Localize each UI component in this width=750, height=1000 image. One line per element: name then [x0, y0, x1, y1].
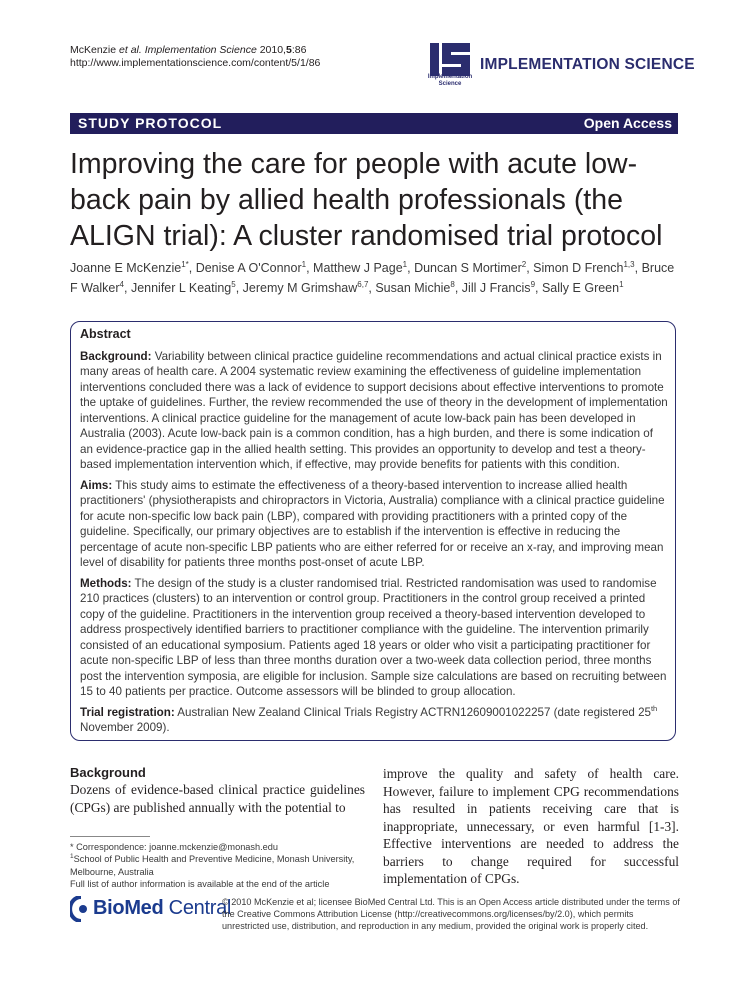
citation-line [70, 44, 306, 57]
wordmark-biomed: BioMed [93, 897, 164, 919]
abstract-heading: Abstract [80, 327, 131, 341]
footnotes [70, 841, 370, 890]
implementation-science-logo-icon [430, 43, 470, 76]
correspondence: * Correspondence: joanne.mckenzie@monash.edu [70, 842, 279, 852]
abstract-trial-text: Australian New Zealand Clinical Trials Registry ACTRN12609001022257 (date registered 25 [177, 705, 651, 719]
author-affiliation-sup: 1,3 [623, 259, 635, 269]
author-name[interactable]: Bruce F Walker [70, 261, 675, 295]
author-name[interactable]: Susan Michie [375, 281, 451, 295]
citation-journal: Implementation Science [144, 44, 257, 56]
abstract-aims-text: This study aims to estimate the effectiveness of a theory-based intervention to increase allied health practitioners' (physiotherapists and chiropractors in Victoria, Australia) compliance with a clinical practice guideline for acute non-specific low back pain (LBP), compared with providing practitioners with a printed copy of the guideline. Specifically, our primary objectives are to establish if the intervention is effective in reducing the percentage of acute non-specific LBP patients who are either referred for or receive an x-ray, and improving mean level of disability for patients three months post-onset of acute LBP. [80, 478, 665, 569]
abstract-trial-label: Trial registration: [80, 705, 175, 719]
author-list: Joanne E McKenzie$^{1*}$, Denise A O'Connor$^1$, Matthew J Page$^1$, Duncan S Mortimer$^2$, Simon D French$^{1,3}$, Bruce F Walker$^4$, Jennifer L Keating$^5$, Jeremy M Grimshaw$^{6,7}$, Susan Michie$^8$, Jill J Francis$^9$, Sally E Green$^1$ [70, 259, 675, 295]
author-affiliation-sup: 6,7 [357, 279, 369, 289]
author-name[interactable]: Joanne E McKenzie [70, 261, 182, 275]
author-affiliation-sup: 1 [301, 259, 307, 269]
article-type-label: STUDY PROTOCOL [78, 115, 223, 131]
license-text: © 2010 McKenzie et al; licensee BioMed Central Ltd. This is an Open Access article distributed under the terms of the Creative Commons Attribution License (http://creativecommons.org/licenses/by/2.0), which permits unrestricted use, distribution, and reproduction in any medium, provided the original work is properly cited. [222, 897, 680, 931]
author-name[interactable]: Duncan S Mortimer [414, 261, 522, 275]
open-access-label: Open Access [583, 115, 672, 131]
abstract [80, 327, 668, 741]
biomed-central-logo-icon [70, 896, 92, 922]
body-right-text: improve the quality and safety of health care. However, failure to implement CPG recommendations has resulted in patients receiving care that is inappropriate, unnecessary, or even harmful [1-3]. Effective interventions are needed to address the barriers to change required for successful implementation of CPGs. [383, 766, 679, 886]
abstract-trial-text-end: November 2009). [80, 721, 170, 734]
abstract-aims-label: Aims: [80, 478, 113, 492]
author-name[interactable]: Jeremy M Grimshaw [242, 281, 358, 295]
logo-label-line1: Implementation [427, 74, 473, 80]
abstract-background-text: Variability between clinical practice guideline recommendations and actual clinical practice exists in many areas of health care. A 2004 systematic review examining the effectiveness of guideline implementation interventions concluded there was a lack of evidence to support decisions about effective interventions to promote the uptake of guidelines. Further, the review recommended the use of theory in the development of implementation interventions. A clinical practice guideline for the management of acute low-back pain has been developed in Australia (2003). Acute low-back pain is a common condition, has a high burden, and there is some indication of an evidence-practice gap in the allied health setting. This provides an opportunity to develop and test a theory-based implementation intervention which, if effective, may provide benefits for patients with this condition. [80, 349, 668, 471]
affiliation [70, 853, 370, 878]
wordmark-central: Central [163, 897, 232, 919]
citation-year: 2010, [259, 44, 286, 56]
article-type-banner [70, 113, 678, 134]
article-title: Improving the care for people with acute low-back pain by allied health professionals (the ALIGN trial): A cluster randomised trial protocol [70, 148, 663, 252]
author-affiliation-sup: 1 [402, 259, 408, 269]
body-left-text: Dozens of evidence-based clinical practice guidelines (CPGs) are published annually with the potential to [70, 782, 365, 815]
author-name[interactable]: Simon D French [533, 261, 624, 275]
author-name[interactable]: Jill J Francis [461, 281, 531, 295]
author-affiliation-sup: 5 [231, 279, 236, 289]
affiliation-text: School of Public Health and Preventive Medicine, Monash University, Melbourne, Australia [70, 854, 355, 877]
biomed-central-wordmark [93, 897, 231, 920]
author-affiliation-sup: 1* [181, 259, 189, 269]
abstract-methods-text: The design of the study is a cluster randomised trial. Restricted randomisation was used to randomise 210 practices (clusters) to an intervention or control group. Practitioners in the control group received a printed copy of the guideline. Practitioners in the intervention group received a theory-based intervention developed to address prospectively identified barriers to practitioner compliance with the guideline. The intervention primarily consisted of an educational symposium. Patients aged 18 years or older who visit a participating practitioner for acute non-specific LBP of less than three months duration over a two-week data collection period, three months post the intervention symposia, are eligible for inclusion. Sample size calculations are based on recruiting between 15 to 40 patients per practice. Outcome assessors will be blinded to group allocation. [80, 576, 667, 698]
author-affiliation-sup: 2 [521, 259, 527, 269]
journal-wordmark: IMPLEMENTATION SCIENCE [480, 56, 695, 73]
author-affiliation-sup: 1 [619, 279, 624, 289]
abstract-trial-sup: th [650, 703, 658, 713]
author-name[interactable]: Denise A O'Connor [195, 261, 302, 275]
logo-label-line2: Science [438, 81, 462, 87]
background-heading: Background [70, 765, 146, 780]
footnote-divider [70, 836, 150, 837]
citation-volume: 5 [285, 44, 292, 56]
abstract-trial-registration [80, 705, 668, 736]
author-affiliation-sup: 4 [119, 279, 124, 289]
affiliation-sup: 1 [70, 853, 74, 861]
citation-page: :86 [291, 44, 307, 56]
abstract-background-label: Background: [80, 349, 152, 363]
abstract-methods [80, 576, 668, 700]
citation-authors: McKenzie [70, 44, 117, 56]
author-affiliation-sup: 9 [530, 279, 536, 289]
citation-etal: et al. [119, 44, 142, 56]
abstract-aims [80, 478, 668, 571]
author-name[interactable]: Sally E Green [541, 281, 620, 295]
full-author-info-note: Full list of author information is available at the end of the article [70, 878, 330, 889]
abstract-methods-label: Methods: [80, 576, 132, 590]
author-name[interactable]: Jennifer L Keating [130, 281, 232, 295]
logo-label [420, 74, 480, 88]
article-url[interactable]: http://www.implementationscience.com/content/5/1/86 [70, 57, 321, 69]
body-left-column [70, 765, 365, 816]
author-affiliation-sup: 8 [450, 279, 455, 289]
abstract-background [80, 349, 668, 473]
author-name[interactable]: Matthew J Page [313, 261, 403, 275]
